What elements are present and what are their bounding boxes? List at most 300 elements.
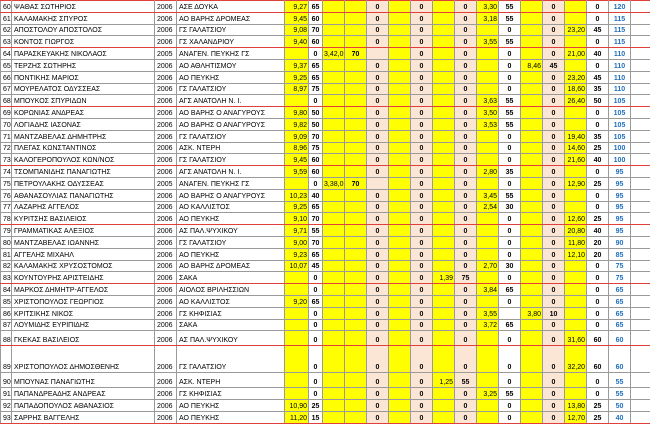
long-jump-result-cell: 3,63	[477, 95, 499, 107]
shot-points-cell: 0	[543, 248, 565, 260]
run-points-cell	[345, 319, 367, 331]
run-result-cell	[323, 295, 345, 307]
event4-result-cell	[389, 411, 411, 423]
run-result-cell	[323, 319, 345, 331]
high-jump-result-cell	[433, 48, 455, 60]
run-result-cell	[323, 95, 345, 107]
total-points-cell: 50	[609, 400, 631, 412]
long-jump-result-cell	[477, 24, 499, 36]
spacer-cell	[631, 95, 650, 107]
rank-cell: 67	[1, 83, 12, 95]
sprint-result-cell: 9,20	[285, 295, 309, 307]
shot-points-cell: 10	[543, 307, 565, 319]
event4-result-cell	[389, 295, 411, 307]
long-jump-points-cell: 0	[499, 177, 521, 189]
event4-result-cell	[389, 236, 411, 248]
run-points-cell	[345, 400, 367, 412]
birth-year-cell: 2006	[155, 307, 177, 319]
run-points-cell	[345, 1, 367, 13]
birth-year-cell: 2005	[155, 177, 177, 189]
event4-result-cell	[389, 307, 411, 319]
rank-cell: 63	[1, 36, 12, 48]
rank-cell: 79	[1, 225, 12, 237]
birth-year-cell: 2006	[155, 1, 177, 13]
total-points-cell: 65	[609, 295, 631, 307]
event4-result-cell	[389, 118, 411, 130]
run-points-cell	[345, 307, 367, 319]
birth-year-cell: 2006	[155, 225, 177, 237]
sprint-points-cell: 0	[309, 388, 323, 400]
shot-result-cell	[521, 388, 543, 400]
sprint-result-cell: 9,10	[285, 213, 309, 225]
sprint-points-cell: 50	[309, 118, 323, 130]
event3-points-cell: 0	[367, 201, 389, 213]
club-cell: ΓΣ ΓΑΛΑΤΣΙΟΥ	[177, 130, 285, 142]
run-result-cell	[323, 272, 345, 284]
run-points-cell	[345, 83, 367, 95]
table-row	[1, 236, 650, 248]
club-cell: ΑΝΑΓΕΝ. ΠΕΥΚΗΣ ΓΣ	[177, 177, 285, 189]
shot-result-cell	[521, 225, 543, 237]
club-cell: ΑΟ ΠΕΥΚΗΣ	[177, 71, 285, 83]
sprint-points-cell: 65	[309, 71, 323, 83]
spacer-cell	[631, 388, 650, 400]
long-jump-points-cell: 0	[499, 24, 521, 36]
throw-result-cell	[565, 118, 587, 130]
long-jump-result-cell	[477, 130, 499, 142]
event4-points-cell: 0	[411, 1, 433, 13]
throw-result-cell: 12,60	[565, 213, 587, 225]
throw-points-cell: 0	[587, 272, 609, 284]
spacer-cell	[631, 307, 650, 319]
long-jump-points-cell: 0	[499, 154, 521, 166]
athlete-name-cell: ΠΛΕΓΑΣ ΚΩΝΣΤΑΝΤΙΝΟΣ	[12, 142, 155, 154]
run-points-cell	[345, 12, 367, 24]
athlete-name-cell: ΤΣΟΜΠΑΝΙΔΗΣ ΠΑΝΑΓΙΩΤΗΣ	[12, 166, 155, 178]
high-jump-result-cell	[433, 213, 455, 225]
total-points-cell: 65	[609, 307, 631, 319]
total-points-cell: 55	[609, 388, 631, 400]
high-jump-points-cell: 0	[455, 130, 477, 142]
shot-points-cell: 45	[543, 59, 565, 71]
shot-points-cell: 0	[543, 388, 565, 400]
high-jump-points-cell: 0	[455, 24, 477, 36]
event4-result-cell	[389, 319, 411, 331]
event4-points-cell: 0	[411, 24, 433, 36]
event3-points-cell: 0	[367, 154, 389, 166]
sprint-points-cell: 0	[309, 177, 323, 189]
table-row	[1, 48, 650, 60]
event4-points-cell: 0	[411, 177, 433, 189]
long-jump-points-cell: 55	[499, 388, 521, 400]
sprint-result-cell: 10,23	[285, 189, 309, 201]
long-jump-result-cell: 3,53	[477, 118, 499, 130]
throw-result-cell: 12,90	[565, 177, 587, 189]
athlete-name-cell: ΚΑΛΑΜΑΚΗΣ ΧΡΥΣΟΣΤΟΜΟΣ	[12, 260, 155, 272]
shot-result-cell	[521, 373, 543, 388]
shot-points-cell: 0	[543, 295, 565, 307]
event4-points-cell: 0	[411, 272, 433, 284]
event3-points-cell: 0	[367, 36, 389, 48]
table-row	[1, 177, 650, 189]
event3-points-cell: 0	[367, 12, 389, 24]
birth-year-cell: 2006	[155, 260, 177, 272]
event4-result-cell	[389, 260, 411, 272]
event4-points-cell: 0	[411, 154, 433, 166]
spacer-cell	[631, 118, 650, 130]
sprint-points-cell: 0	[309, 48, 323, 60]
throw-result-cell: 12,70	[565, 411, 587, 423]
rank-cell: 74	[1, 166, 12, 178]
long-jump-points-cell: 0	[499, 213, 521, 225]
table-row	[1, 166, 650, 178]
event4-points-cell: 0	[411, 166, 433, 178]
rank-cell: 61	[1, 12, 12, 24]
high-jump-points-cell: 0	[455, 346, 477, 373]
long-jump-points-cell: 0	[499, 248, 521, 260]
run-result-cell: 3,38,0	[323, 177, 345, 189]
spacer-cell	[631, 142, 650, 154]
high-jump-result-cell	[433, 307, 455, 319]
run-points-cell: 70	[345, 48, 367, 60]
event3-points-cell: 0	[367, 373, 389, 388]
sprint-points-cell: 65	[309, 295, 323, 307]
throw-points-cell: 45	[587, 24, 609, 36]
event3-points-cell: 0	[367, 225, 389, 237]
shot-points-cell: 0	[543, 331, 565, 346]
table-row	[1, 201, 650, 213]
shot-points-cell: 0	[543, 142, 565, 154]
high-jump-result-cell	[433, 12, 455, 24]
long-jump-points-cell: 0	[499, 59, 521, 71]
run-points-cell	[345, 24, 367, 36]
long-jump-result-cell	[477, 177, 499, 189]
total-points-cell: 115	[609, 12, 631, 24]
long-jump-points-cell: 0	[499, 346, 521, 373]
sprint-points-cell: 70	[309, 24, 323, 36]
run-points-cell	[345, 284, 367, 296]
event4-points-cell: 0	[411, 411, 433, 423]
event3-points-cell: 0	[367, 400, 389, 412]
rank-cell: 64	[1, 48, 12, 60]
rank-cell: 87	[1, 319, 12, 331]
long-jump-points-cell: 55	[499, 95, 521, 107]
high-jump-points-cell: 0	[455, 400, 477, 412]
long-jump-points-cell: 55	[499, 107, 521, 119]
birth-year-cell: 2006	[155, 248, 177, 260]
event4-points-cell: 0	[411, 373, 433, 388]
club-cell: ΑΣΕ ΔΟΥΚΑ	[177, 1, 285, 13]
event4-points-cell: 0	[411, 12, 433, 24]
total-points-cell: 90	[609, 236, 631, 248]
total-points-cell: 105	[609, 107, 631, 119]
spacer-cell	[631, 260, 650, 272]
club-cell: ΓΣ ΚΗΦΙΣΙΑΣ	[177, 388, 285, 400]
event4-points-cell: 0	[411, 284, 433, 296]
event4-result-cell	[389, 166, 411, 178]
sprint-result-cell	[285, 307, 309, 319]
shot-result-cell	[521, 260, 543, 272]
sprint-result-cell	[285, 284, 309, 296]
shot-points-cell: 0	[543, 272, 565, 284]
spacer-cell	[631, 331, 650, 346]
shot-result-cell	[521, 319, 543, 331]
high-jump-result-cell	[433, 142, 455, 154]
spacer-cell	[631, 272, 650, 284]
high-jump-result-cell	[433, 177, 455, 189]
birth-year-cell: 2006	[155, 373, 177, 388]
total-points-cell: 95	[609, 177, 631, 189]
shot-points-cell: 0	[543, 154, 565, 166]
throw-points-cell: 0	[587, 201, 609, 213]
run-points-cell	[345, 248, 367, 260]
sprint-points-cell: 0	[309, 373, 323, 388]
long-jump-result-cell	[477, 295, 499, 307]
athlete-name-cell: ΚΟΥΝΤΟΥΡΗΣ ΑΡΙΣΤΕΙΔΗΣ	[12, 272, 155, 284]
sprint-points-cell: 25	[309, 400, 323, 412]
long-jump-result-cell	[477, 48, 499, 60]
shot-result-cell	[521, 107, 543, 119]
club-cell: ΑΣΚ. ΝΤΕΡΗ	[177, 373, 285, 388]
sprint-result-cell: 9,82	[285, 118, 309, 130]
spacer-cell	[631, 189, 650, 201]
run-result-cell	[323, 83, 345, 95]
shot-result-cell	[521, 83, 543, 95]
spacer-cell	[631, 201, 650, 213]
high-jump-points-cell: 0	[455, 388, 477, 400]
run-points-cell	[345, 346, 367, 373]
throw-points-cell: 0	[587, 189, 609, 201]
sprint-points-cell: 0	[309, 307, 323, 319]
event4-points-cell: 0	[411, 142, 433, 154]
rank-cell: 62	[1, 24, 12, 36]
spacer-cell	[631, 166, 650, 178]
sprint-points-cell: 0	[309, 331, 323, 346]
spacer-cell	[631, 71, 650, 83]
table-row	[1, 248, 650, 260]
table-row	[1, 319, 650, 331]
run-result-cell	[323, 130, 345, 142]
high-jump-points-cell: 0	[455, 225, 477, 237]
club-cell: ΑΙΟΛΟΣ ΒΡΙΛΗΣΣΙΩΝ	[177, 284, 285, 296]
sprint-result-cell: 9,25	[285, 71, 309, 83]
event3-points-cell: 0	[367, 83, 389, 95]
long-jump-points-cell: 30	[499, 260, 521, 272]
spacer-cell	[631, 48, 650, 60]
shot-points-cell: 0	[543, 284, 565, 296]
high-jump-result-cell	[433, 201, 455, 213]
total-points-cell: 110	[609, 83, 631, 95]
total-points-cell: 95	[609, 166, 631, 178]
rank-cell: 92	[1, 400, 12, 412]
event4-result-cell	[389, 36, 411, 48]
shot-points-cell: 0	[543, 373, 565, 388]
long-jump-result-cell	[477, 154, 499, 166]
athlete-name-cell: ΠΕΤΡΟΥΛΑΚΗΣ ΟΔΥΣΣΕΑΣ	[12, 177, 155, 189]
run-points-cell	[345, 388, 367, 400]
event4-result-cell	[389, 400, 411, 412]
event3-points-cell: 0	[367, 142, 389, 154]
run-points-cell	[345, 189, 367, 201]
event3-points-cell: 0	[367, 24, 389, 36]
sprint-result-cell: 9,00	[285, 236, 309, 248]
run-points-cell	[345, 142, 367, 154]
event4-points-cell: 0	[411, 118, 433, 130]
spacer-cell	[631, 411, 650, 423]
event3-points-cell: 0	[367, 189, 389, 201]
table-row	[1, 24, 650, 36]
birth-year-cell: 2006	[155, 284, 177, 296]
throw-points-cell: 0	[587, 59, 609, 71]
total-points-cell: 75	[609, 260, 631, 272]
shot-points-cell: 0	[543, 95, 565, 107]
club-cell: ΑΓΣ ΑΝΑΤΟΛΗ Ν. Ι.	[177, 166, 285, 178]
sprint-result-cell	[285, 177, 309, 189]
sprint-points-cell: 15	[309, 411, 323, 423]
long-jump-points-cell: 30	[499, 201, 521, 213]
event4-points-cell: 0	[411, 400, 433, 412]
table-row	[1, 83, 650, 95]
athlete-name-cell: ΠΑΡΑΣΚΕΥΑΚΗΣ ΝΙΚΟΛΑΟΣ	[12, 48, 155, 60]
table-row	[1, 260, 650, 272]
throw-result-cell	[565, 272, 587, 284]
sprint-result-cell	[285, 388, 309, 400]
total-points-cell: 110	[609, 71, 631, 83]
throw-points-cell: 0	[587, 36, 609, 48]
sprint-points-cell: 0	[309, 346, 323, 373]
event4-result-cell	[389, 12, 411, 24]
birth-year-cell: 2006	[155, 213, 177, 225]
throw-points-cell: 60	[587, 331, 609, 346]
long-jump-result-cell: 3,18	[477, 12, 499, 24]
throw-points-cell: 60	[587, 346, 609, 373]
high-jump-result-cell	[433, 284, 455, 296]
high-jump-points-cell: 0	[455, 201, 477, 213]
total-points-cell: 105	[609, 118, 631, 130]
club-cell: ΑΟ ΚΑΛΛΙΣΤΟΣ	[177, 201, 285, 213]
rank-cell: 89	[1, 346, 12, 373]
total-points-cell: 85	[609, 248, 631, 260]
event4-points-cell: 0	[411, 59, 433, 71]
sprint-points-cell: 0	[309, 95, 323, 107]
high-jump-result-cell	[433, 107, 455, 119]
run-result-cell	[323, 118, 345, 130]
throw-result-cell	[565, 373, 587, 388]
birth-year-cell: 2006	[155, 36, 177, 48]
high-jump-points-cell: 0	[455, 36, 477, 48]
athlete-name-cell: ΚΡΙΤΣΙΚΗΣ ΝΙΚΟΣ	[12, 307, 155, 319]
spacer-cell	[631, 213, 650, 225]
event4-result-cell	[389, 272, 411, 284]
sprint-result-cell: 9,71	[285, 225, 309, 237]
club-cell: ΓΣ ΓΑΛΑΤΣΙΟΥ	[177, 236, 285, 248]
high-jump-result-cell	[433, 118, 455, 130]
throw-points-cell: 40	[587, 154, 609, 166]
sprint-points-cell: 75	[309, 83, 323, 95]
run-points-cell	[345, 59, 367, 71]
club-cell: ΓΣ ΓΑΛΑΤΣΙΟΥ	[177, 83, 285, 95]
event3-points-cell: 0	[367, 411, 389, 423]
shot-result-cell	[521, 1, 543, 13]
high-jump-result-cell	[433, 59, 455, 71]
run-result-cell	[323, 411, 345, 423]
sprint-result-cell: 9,59	[285, 166, 309, 178]
long-jump-result-cell: 3,84	[477, 284, 499, 296]
birth-year-cell: 2006	[155, 107, 177, 119]
birth-year-cell: 2006	[155, 166, 177, 178]
event4-result-cell	[389, 225, 411, 237]
rank-cell: 82	[1, 260, 12, 272]
high-jump-result-cell	[433, 236, 455, 248]
event3-points-cell: 0	[367, 71, 389, 83]
event3-points-cell: 0	[367, 130, 389, 142]
run-points-cell	[345, 201, 367, 213]
shot-result-cell	[521, 295, 543, 307]
shot-result-cell	[521, 48, 543, 60]
run-result-cell	[323, 166, 345, 178]
throw-points-cell: 25	[587, 177, 609, 189]
event4-points-cell: 0	[411, 236, 433, 248]
birth-year-cell: 2006	[155, 272, 177, 284]
table-row	[1, 331, 650, 346]
spacer-cell	[631, 154, 650, 166]
shot-points-cell: 0	[543, 236, 565, 248]
event3-points-cell: 0	[367, 284, 389, 296]
throw-result-cell	[565, 319, 587, 331]
throw-result-cell: 12,10	[565, 248, 587, 260]
high-jump-points-cell: 0	[455, 118, 477, 130]
sprint-result-cell: 9,08	[285, 24, 309, 36]
athlete-name-cell: ΜΠΟΥΚΟΣ ΣΠΥΡΙΔΩΝ	[12, 95, 155, 107]
spacer-cell	[631, 373, 650, 388]
long-jump-points-cell: 65	[499, 319, 521, 331]
rank-cell: 76	[1, 189, 12, 201]
event4-result-cell	[389, 59, 411, 71]
throw-points-cell: 35	[587, 83, 609, 95]
long-jump-result-cell	[477, 346, 499, 373]
throw-points-cell: 20	[587, 248, 609, 260]
sprint-points-cell: 60	[309, 166, 323, 178]
birth-year-cell: 2006	[155, 388, 177, 400]
athlete-name-cell: ΠΑΠΑΝΔΡΕΑΔΗΣ ΑΝΔΡΕΑΣ	[12, 388, 155, 400]
total-points-cell: 115	[609, 24, 631, 36]
event4-points-cell: 0	[411, 295, 433, 307]
total-points-cell: 110	[609, 59, 631, 71]
rank-cell: 81	[1, 248, 12, 260]
event4-result-cell	[389, 107, 411, 119]
run-result-cell	[323, 71, 345, 83]
athlete-name-cell: ΑΘΑΝΑΣΟΥΛΙΑΣ ΠΑΝΑΓΙΩΤΗΣ	[12, 189, 155, 201]
high-jump-result-cell	[433, 154, 455, 166]
birth-year-cell: 2006	[155, 201, 177, 213]
throw-result-cell	[565, 284, 587, 296]
athlete-name-cell: ΠΑΠΑΔΟΠΟΥΛΟΣ ΑΘΑΝΑΣΙΟΣ	[12, 400, 155, 412]
high-jump-result-cell	[433, 411, 455, 423]
rank-cell: 88	[1, 331, 12, 346]
table-row	[1, 189, 650, 201]
throw-result-cell: 21,00	[565, 48, 587, 60]
rank-cell: 66	[1, 71, 12, 83]
spacer-cell	[631, 346, 650, 373]
club-cell: ΑΣ ΠΑΛ.ΨΥΧΙΚΟΥ	[177, 331, 285, 346]
run-result-cell	[323, 373, 345, 388]
high-jump-points-cell: 0	[455, 284, 477, 296]
event4-points-cell: 0	[411, 225, 433, 237]
event3-points-cell: 0	[367, 388, 389, 400]
event4-result-cell	[389, 346, 411, 373]
throw-result-cell: 21,60	[565, 154, 587, 166]
rank-cell: 85	[1, 295, 12, 307]
